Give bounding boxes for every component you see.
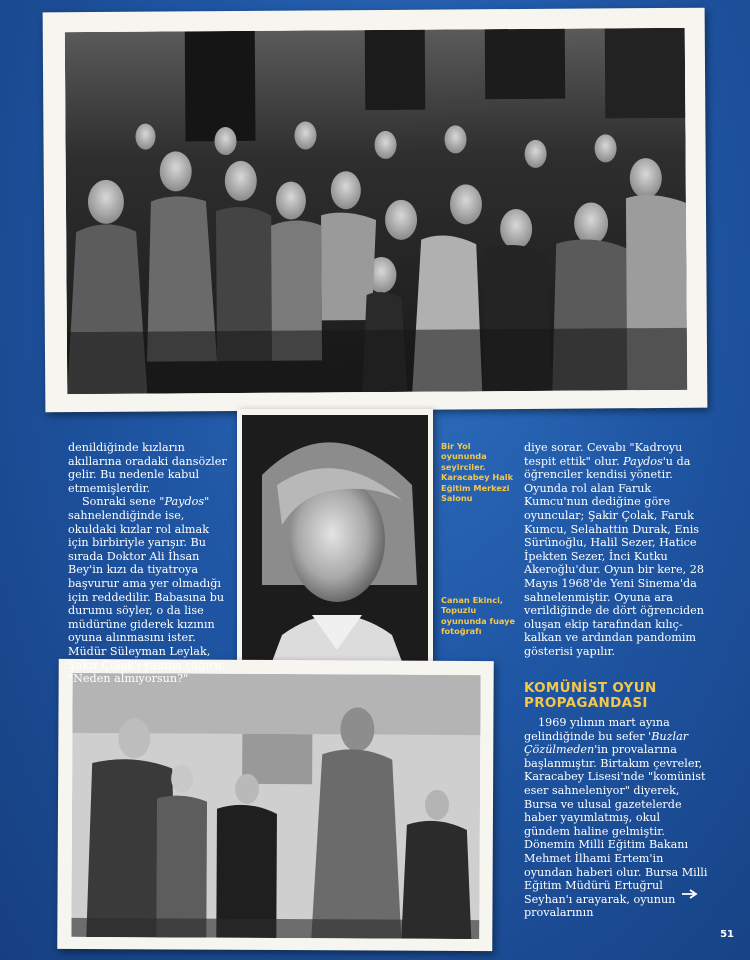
left-paragraph-2: Sonraki sene "Paydos" sahnelendiğinde ise, okuldaki kızlar rol almak için birbiriyle yarışır. Bu sırada Doktor Ali İhsan Bey'in kızı da tiyatroya başvurur ama yer olmadığı için reddedilir. Babasına bu durumu söyler, o da lise müdürüne giderek kızının oyuna alınmasını ister. Müdür Süleyman Leylak, Şakir Çolak'ı yanına çağırır, "Neden almıyorsun?" (68, 495, 226, 686)
stage-photo (57, 659, 494, 951)
section-heading: KOMÜNİST OYUN PROPAGANDASI (524, 680, 657, 711)
continue-arrow-icon (682, 889, 700, 899)
portrait-photo (237, 409, 433, 681)
audience-photo (43, 8, 708, 413)
right-paragraph-1: diye sorar. Cevabı "Kadroyu tespit ettik" olur. Paydos'u da öğrenciler kendisi yönetir. Oyunda rol alan Faruk Kumcu'nun dediğine göre oyuncular; Şakir Çolak, Faruk Kumcu, Selahattin Durak, Enis Sürünoğlu, Halil Sezer, Hatice İpekten Sezer, İnci Kutku Akeroğlu'dur. Oyun bir kere, 28 Mayıs 1968'de Yeni Sinema'da sahnelenmiştir. Oyuna ara verildiğinde de dört öğrenciden oluşan ekip tarafından kılıç-kalkan ve ardından pandomim gösterisi yapılır. (524, 441, 705, 658)
left-paragraph-1: denildiğinde kızların akıllarına oradaki dansözler gelir. Bu nedenle kabul etmemişlerdir. (68, 441, 227, 495)
page-number: 51 (720, 929, 734, 940)
right-column-text (524, 441, 708, 659)
audience-caption: Bir Yol oyununda seyirciler. Karacabey Halk Eğitim Merkezi Salonu (441, 441, 514, 504)
portrait-caption: Canan Ekinci, Topuzlu oyununda fuaye fotoğrafı (441, 595, 516, 637)
stage-photo-image (71, 673, 480, 939)
portrait-photo-image (242, 415, 428, 675)
audience-photo-image (65, 28, 688, 394)
left-column-text (68, 441, 233, 686)
right-column-text-2 (524, 716, 708, 920)
right-paragraph-2: 1969 yılının mart ayına gelindiğinde bu sefer 'Buzlar Çözülmeden'in provalarına başlanmıştır. Birtakım çevreler, Karacabey Lisesi'nde "komünist eser sahneleniyor" diyerek, Bursa ve ulusal gazetelerde haber yayımlatmış, okul gündem haline gelmiştir. Dönemin Milli Eğitim Bakanı Mehmet İlhami Ertem'in oyundan haberi olur. Bursa Milli Eğitim Müdürü Ertuğrul Seyhan'ı arayarak, oyunun provalarının (524, 716, 708, 920)
